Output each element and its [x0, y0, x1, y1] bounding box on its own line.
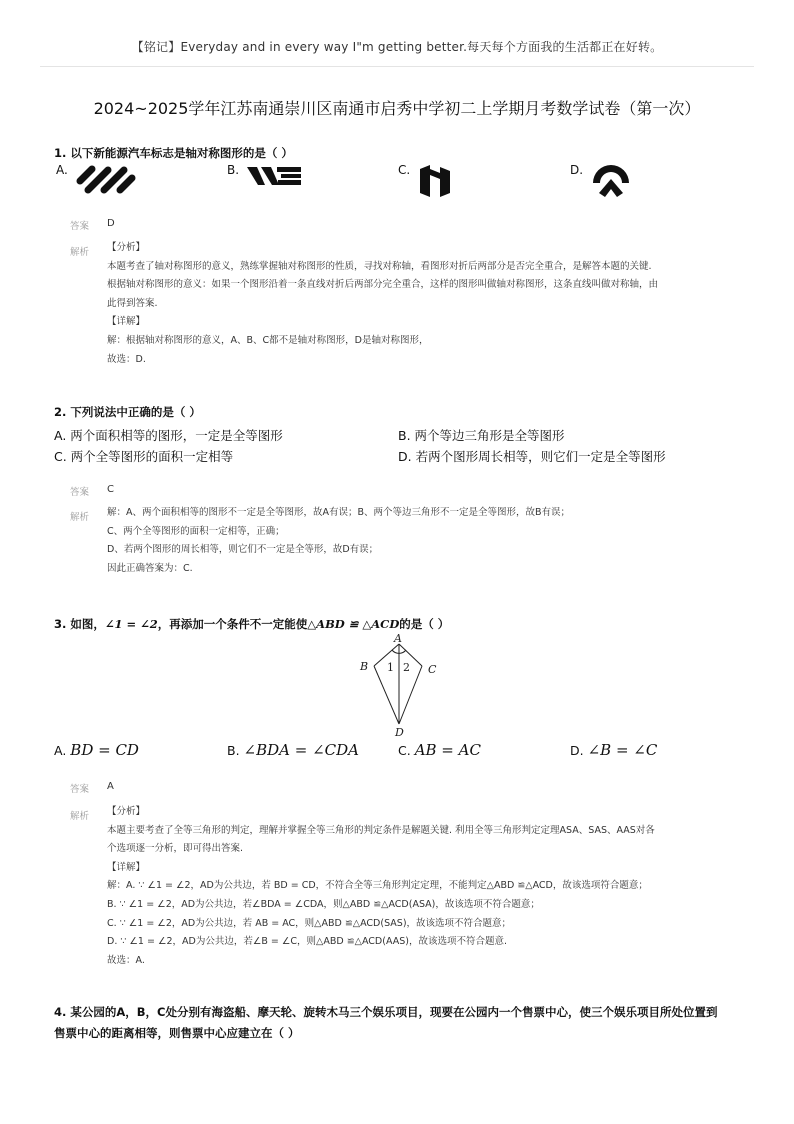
explanation-line: C. ∵ ∠1 = ∠2，AD为公共边，若 AB = AC，则△ABD ≌△ACD(SAS)，故该选项不符合题意；: [107, 917, 512, 929]
q1-explanation: [107, 239, 727, 369]
q2-option-c[interactable]: C. 两个全等图形的面积一定相等: [54, 449, 234, 464]
option-label: A.: [56, 163, 68, 177]
motto-banner: 【铭记】Everyday and in every way I"m getting better.每天每个方面我的生活都正在好转。: [131, 40, 663, 54]
q3-stem-math-angles: ∠1 = ∠2: [104, 617, 158, 631]
q1-option-c[interactable]: [398, 163, 456, 202]
explanation-line: 本题考查了轴对称图形的意义，熟练掌握轴对称图形的性质，寻找对称轴，看图形对折后两部分是否完全重合，是解答本题的关键.: [107, 260, 652, 272]
answer-label: 答案: [70, 221, 90, 232]
w-logo-icon: [245, 163, 305, 194]
option-label: D.: [570, 163, 584, 177]
option-label: B.: [227, 743, 240, 758]
option-expression: ∠B = ∠C: [587, 741, 658, 759]
explanation-line: 【详解】: [107, 316, 146, 328]
explanation-line: 【分析】: [107, 242, 146, 253]
explanation-line: 此得到答案.: [107, 297, 158, 309]
q2-stem: 2. 下列说法中正确的是（ ）: [54, 405, 201, 419]
q3-option-a[interactable]: [54, 741, 139, 759]
explanation-line: 个选项逐一分析，即可得出答案.: [107, 843, 244, 855]
q3-stem-prefix: 3. 如图，: [54, 617, 105, 631]
explanation-line: 故选：D.: [107, 353, 146, 365]
segment-cd: [399, 666, 422, 724]
option-label: B.: [227, 163, 240, 177]
q2-explanation: [107, 504, 727, 578]
q2-option-d[interactable]: D. 若两个图形周长相等，则它们一定是全等图形: [398, 449, 666, 464]
arch-logo-icon: [589, 163, 633, 202]
q1-option-a[interactable]: [56, 163, 142, 198]
q2-option-a[interactable]: A. 两个面积相等的图形，一定是全等图形: [54, 428, 283, 443]
answer-label: 答案: [70, 487, 90, 498]
option-expression: BD = CD: [70, 741, 139, 759]
option-label: A.: [54, 743, 67, 758]
answer-label: 答案: [70, 784, 90, 795]
explanation-line: D、若两个图形的周长相等，则它们不一定是全等形，故D有误；: [107, 544, 379, 556]
angle-2-label: 2: [403, 661, 410, 674]
option-label: C.: [398, 743, 411, 758]
explanation-line: 本题主要考查了全等三角形的判定，理解并掌握全等三角形的判定条件是解题关键. 利用全等三角形判定定理ASA、SAS、AAS对各: [107, 824, 655, 836]
explanation-line: 【详解】: [107, 861, 146, 873]
q1-option-b[interactable]: [227, 163, 305, 194]
q1-answer: D: [107, 218, 115, 229]
q3-option-c[interactable]: [398, 741, 481, 759]
explanation-label: 解析: [70, 512, 90, 523]
explanation-line: 【分析】: [107, 806, 146, 817]
option-label: C.: [398, 163, 411, 177]
q1-stem: 1. 以下新能源汽车标志是轴对称图形的是（ ）: [54, 146, 293, 160]
q3-answer: A: [107, 781, 114, 792]
q3-kite-diagram: [350, 632, 450, 740]
point-c-label: C: [428, 663, 437, 676]
explanation-line: 解：A、两个面积相等的图形不一定是全等图形，故A有误；B、两个等边三角形不一定是全等图形，故B有误；: [107, 507, 571, 518]
explanation-line: D. ∵ ∠1 = ∠2，AD为公共边，若∠B = ∠C，则△ABD ≌△ACD(AAS)，故该选项不符合题意.: [107, 936, 507, 948]
q2-answer: C: [107, 484, 114, 495]
explanation-label: 解析: [70, 811, 90, 822]
explanation-line: 解：A. ∵ ∠1 = ∠2，AD为公共边，若 BD = CD，不符合全等三角形判定定理，不能判定△ABD ≌△ACD，故该选项符合题意；: [107, 880, 648, 892]
header-divider: [40, 66, 754, 67]
angle-1-label: 1: [387, 661, 394, 674]
n-logo-icon: [416, 163, 456, 202]
explanation-line: 因此正确答案为：C.: [107, 562, 193, 574]
option-expression: AB = AC: [414, 741, 481, 759]
q4-stem-line-2: 售票中心的距离相等，则售票中心应建立在（ ）: [54, 1026, 300, 1040]
q1-option-d[interactable]: [570, 163, 633, 202]
q3-option-d[interactable]: [570, 741, 657, 759]
segment-bd: [374, 666, 399, 724]
q2-option-b[interactable]: B. 两个等边三角形是全等图形: [398, 428, 565, 443]
page-title: 2024~2025学年江苏南通崇川区南通市启秀中学初二上学期月考数学试卷（第一次）: [93, 99, 701, 118]
explanation-line: 故选：A.: [107, 954, 145, 966]
q3-option-b[interactable]: [227, 741, 359, 759]
option-label: D.: [570, 743, 584, 758]
explanation-label: 解析: [70, 247, 90, 258]
explanation-line: 根据轴对称图形的意义：如果一个图形沿着一条直线对折后两部分完全重合，这样的图形叫做轴对称图形，这条直线叫做对称轴，由: [107, 279, 659, 291]
option-expression: ∠BDA = ∠CDA: [243, 741, 360, 759]
q3-stem-math-congruence: △ABD ≌ △ACD: [307, 617, 400, 631]
stripes-logo-icon: [74, 163, 142, 198]
q4-stem-line-1: 4. 某公园的A，B，C处分别有海盗船、摩天轮、旋转木马三个娱乐项目，现要在公园内一个售票中心，使三个娱乐项目所处位置到: [54, 1005, 718, 1019]
point-d-label: D: [395, 726, 404, 739]
q3-explanation: [107, 803, 727, 970]
point-b-label: B: [360, 660, 369, 673]
explanation-line: B. ∵ ∠1 = ∠2，AD为公共边，若∠BDA = ∠CDA，则△ABD ≌△ACD(ASA)，故该选项不符合题意；: [107, 898, 540, 910]
explanation-line: C、两个全等图形的面积一定相等，正确；: [107, 525, 285, 537]
point-a-label: A: [394, 632, 402, 645]
q3-stem-suffix: 的是（ ）: [399, 617, 450, 631]
explanation-line: 解：根据轴对称图形的意义，A、B、C都不是轴对称图形，D是轴对称图形，: [107, 334, 429, 346]
q3-stem: [54, 616, 449, 632]
q3-stem-mid: ，再添加一个条件不一定能使: [157, 617, 308, 631]
